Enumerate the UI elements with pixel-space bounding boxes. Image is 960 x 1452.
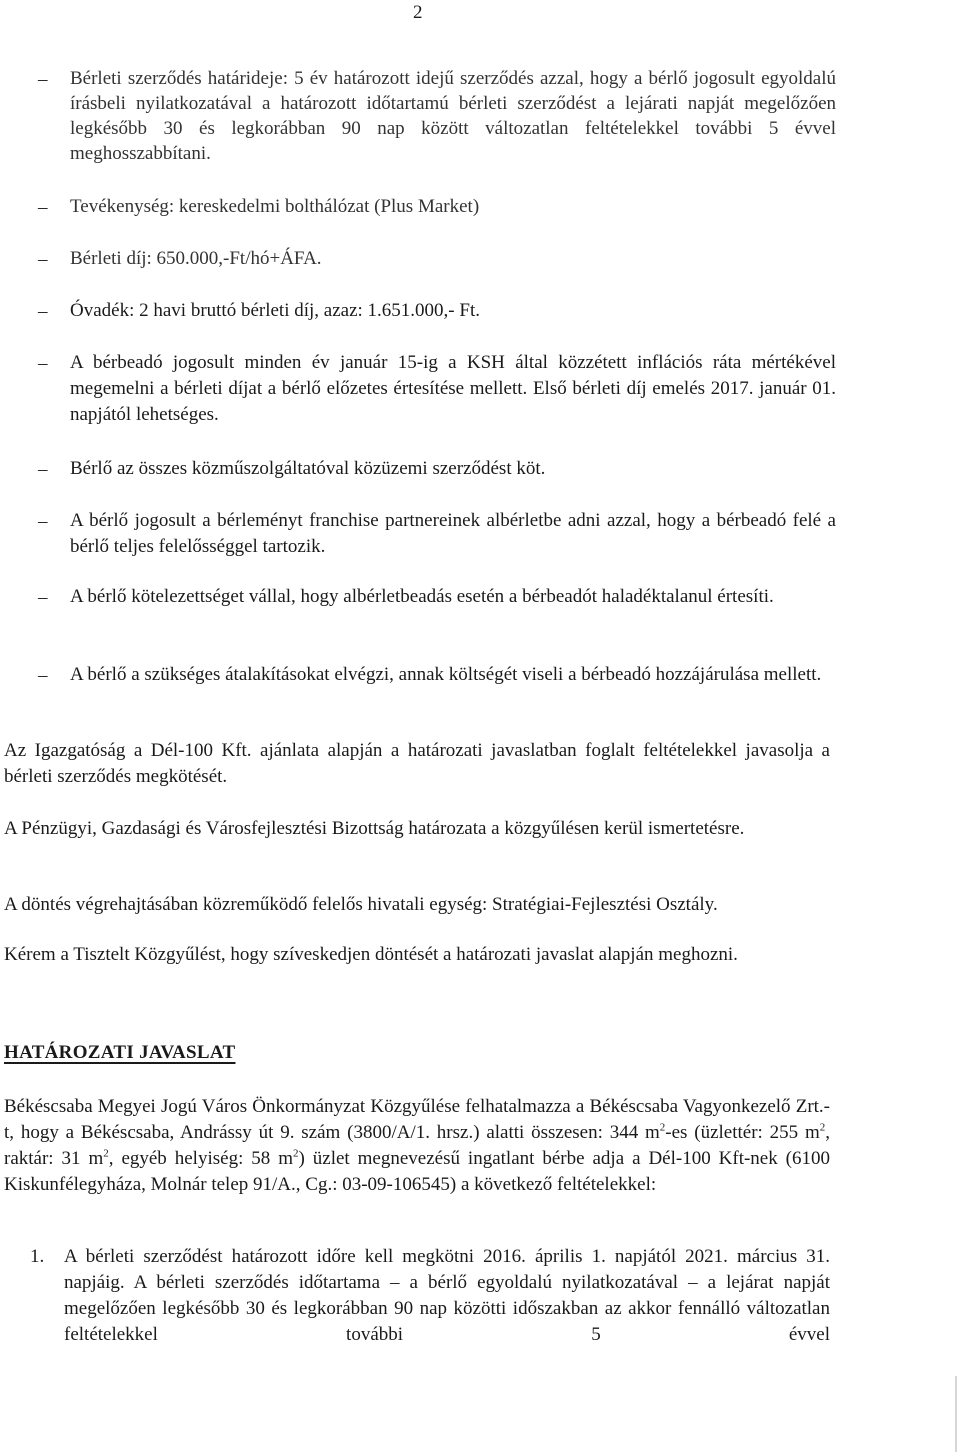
paragraph: Kérem a Tisztelt Közgyűlést, hogy szíveskedjen döntését a határozati javaslat alapján meghozni. <box>4 944 738 965</box>
bullet-dash: – <box>38 353 48 374</box>
list-item-text: Tevékenység: kereskedelmi bolthálózat (Plus Market) <box>70 196 480 217</box>
bullet-dash: – <box>38 665 48 686</box>
list-item-text: Bérlő az összes közműszolgáltatóval közüzemi szerződést köt. <box>70 458 546 479</box>
resolution-paragraph <box>4 1094 830 1198</box>
list-item-text: A bérlő a szükséges átalakításokat elvégzi, annak költségét viseli a bérbeadó hozzájárulása mellett. <box>70 664 822 685</box>
list-item-text: Óvadék: 2 havi bruttó bérleti díj, azaz: 1.651.000,- Ft. <box>70 300 480 321</box>
list-item-text: A bérlő jogosult a bérleményt franchise partnereinek albérletbe adni azzal, hogy a bérbeadó felé a bérlő teljes felelősséggel tartozik. <box>70 510 836 557</box>
bullet-dash: – <box>38 459 48 480</box>
bullet-dash: – <box>38 511 48 532</box>
superscript: 2 <box>819 1121 826 1134</box>
numbered-item-text: A bérleti szerződést határozott időre kell megkötni 2016. április 1. napjától 2021. március 31. napjáig. A bérleti szerződés időtartama – a bérlő egyoldalú nyilatkozatával – a lejárat napját megelőzően legkésőbb 30 és legkorábban 90 nap közötti időszakban az akkor fennálló változatlan feltételekkel további 5 évvel <box>64 1246 830 1345</box>
paragraph: A döntés végrehajtásában közreműködő felelős hivatali egység: Stratégiai-Fejlesztési Osztály. <box>4 894 718 915</box>
paragraph: Az Igazgatóság a Dél-100 Kft. ajánlata alapján a határozati javaslatban foglalt feltételekkel javasolja a bérleti szerződés megkötését. <box>4 740 830 787</box>
list-item-text: A bérbeadó jogosult minden év január 15-ig a KSH által közzétett inflációs ráta mértékével megemelni a bérleti díjat a bérlő előzetes értesítése mellett. Első bérleti díj emelés 2017. január 01. napjától lehetséges. <box>70 352 836 425</box>
superscript: 2 <box>103 1147 109 1160</box>
resolution-text: , egyéb helyiség: 58 m <box>108 1148 294 1169</box>
superscript: 2 <box>293 1147 299 1160</box>
bullet-dash: – <box>38 587 48 608</box>
superscript: 2 <box>659 1121 666 1134</box>
section-heading: HATÁROZATI JAVASLAT <box>4 1042 236 1063</box>
page-number: 2 <box>413 2 423 23</box>
paragraph: A Pénzügyi, Gazdasági és Városfejlesztési Bizottság határozata a közgyűlésen kerül ismertetésre. <box>4 818 745 839</box>
bullet-dash: – <box>38 69 48 90</box>
scan-edge-line <box>955 1376 957 1452</box>
bullet-dash: – <box>38 197 48 218</box>
list-item-text: A bérlő kötelezettséget vállal, hogy albérletbeadás esetén a bérbeadót haladéktalanul értesíti. <box>70 586 774 607</box>
bullet-dash: – <box>38 301 48 322</box>
list-item-text: Bérleti díj: 650.000,-Ft/hó+ÁFA. <box>70 248 322 269</box>
resolution-text: , raktár: 31 m <box>4 1122 830 1169</box>
resolution-text: Békéscsaba Megyei Jogú Város Önkormányzat Közgyűlése felhatalmazza a Békéscsaba Vagyonkezelő Zrt.-t, hogy a Békéscsaba, Andrássy út 9. szám (3800/A/1. hrsz.) alatti összesen: 344 m <box>4 1096 830 1143</box>
item-number: 1. <box>30 1246 45 1267</box>
resolution-text: -es (üzlettér: 255 m <box>665 1122 820 1143</box>
list-item-text: Bérleti szerződés határideje: 5 év határozott idejű szerződés azzal, hogy a bérlő jogosult egyoldalú írásbeli nyilatkozatával a határozott időtartamú bérleti szerződést a lejárati napját megelőzően legkésőbb 30 és legkorábban 90 nap között változatlan feltételekkel további 5 évvel meghosszabbítani. <box>70 68 836 164</box>
resolution-text: ) üzlet megnevezésű ingatlant bérbe adja a Dél-100 Kft-nek (6100 Kiskunfélegyháza, Molnár telep 91/A., Cg.: 03-09-106545) a következő feltételekkel: <box>4 1148 830 1195</box>
bullet-dash: – <box>38 249 48 270</box>
